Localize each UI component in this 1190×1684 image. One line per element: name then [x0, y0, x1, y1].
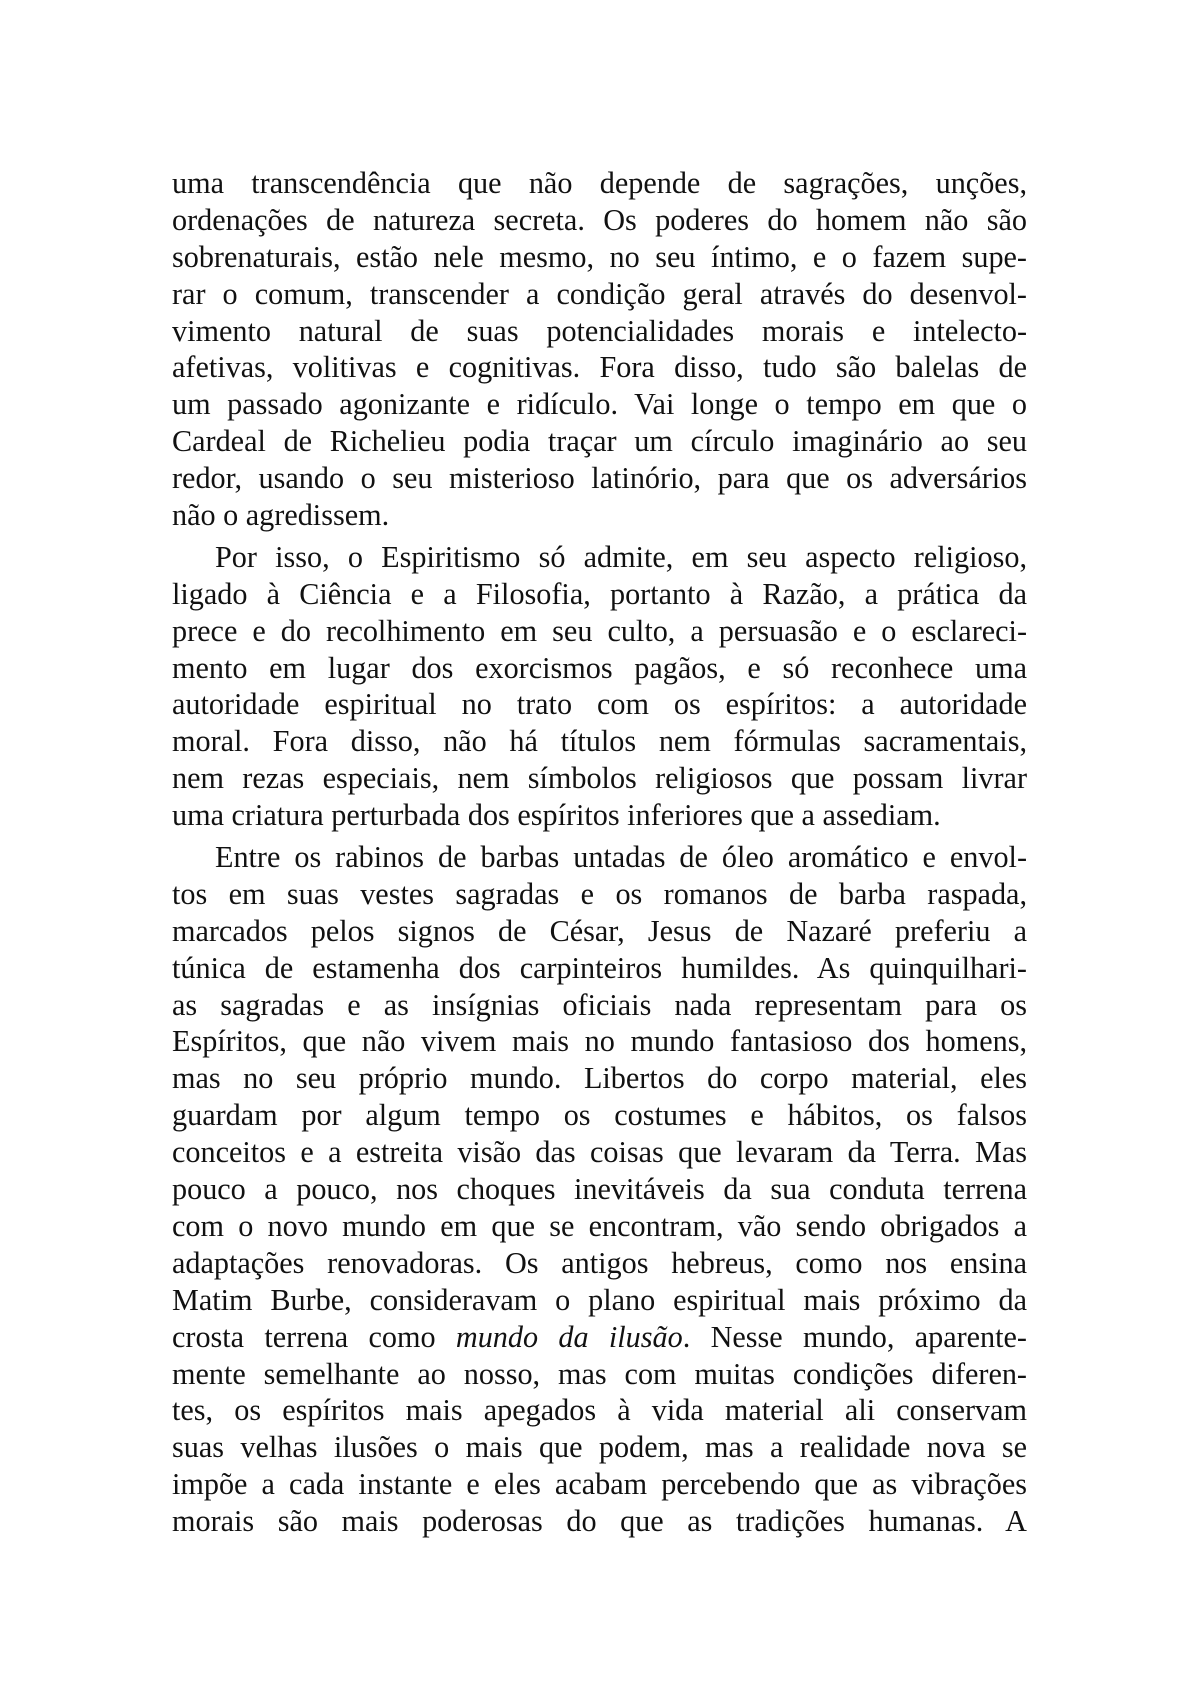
text-line: Cardeal de Richelieu podia traçar um círculo imaginário ao seu [172, 424, 1027, 459]
text-line: rar o comum, transcender a condição geral através do desenvol- [172, 276, 1027, 311]
text-line: não o agredissem. [172, 498, 390, 533]
text-line: adaptações renovadoras. Os antigos hebreus, como nos ensina [172, 1245, 1027, 1280]
text-line: moral. Fora disso, não há títulos nem fórmulas sacramentais, [172, 724, 1027, 759]
text-line: Entre os rabinos de barbas untadas de óleo aromático e envol- [215, 840, 1027, 875]
text-line: mente semelhante ao nosso, mas com muitas condições diferen- [172, 1356, 1027, 1391]
text-line: sobrenaturais, estão nele mesmo, no seu íntimo, e o fazem supe- [172, 239, 1027, 274]
text-line: afetivas, volitivas e cognitivas. Fora disso, tudo são balelas de [172, 350, 1027, 385]
italic-term: mundo da ilusão [455, 1319, 683, 1354]
text-line: autoridade espiritual no trato com os espíritos: a autoridade [172, 687, 1027, 722]
text-line: tos em suas vestes sagradas e os romanos de barba raspada, [172, 876, 1027, 911]
text-line: mas no seu próprio mundo. Libertos do corpo material, eles [172, 1061, 1027, 1096]
text-line: suas velhas ilusões o mais que podem, mas a realidade nova se [172, 1430, 1027, 1465]
text-line: um passado agonizante e ridículo. Vai longe o tempo em que o [172, 387, 1027, 422]
text-line: Por isso, o Espiritismo só admite, em seu aspecto religioso, [215, 539, 1027, 574]
paragraph-2 [172, 539, 1027, 834]
text-line: mento em lugar dos exorcismos pagãos, e só reconhece uma [172, 650, 1027, 685]
text-line: tes, os espíritos mais apegados à vida material ali conservam [172, 1393, 1027, 1428]
text-line: impõe a cada instante e eles acabam percebendo que as vibrações [172, 1467, 1027, 1502]
text-line: uma criatura perturbada dos espíritos inferiores que a assediam. [172, 798, 941, 833]
text-line: prece e do recolhimento em seu culto, a persuasão e o esclareci- [172, 613, 1027, 648]
text-line: Espíritos, que não vivem mais no mundo fantasioso dos homens, [172, 1024, 1027, 1059]
text-segment: crosta terrena como [172, 1319, 456, 1354]
text-line: uma transcendência que não depende de sagrações, unções, [172, 166, 1027, 200]
text-line: redor, usando o seu misterioso latinório, para que os adversários [172, 461, 1027, 496]
text-line: conceitos e a estreita visão das coisas que levaram da Terra. Mas [172, 1135, 1027, 1170]
page-text [172, 165, 1027, 1540]
paragraph-3 [172, 839, 1027, 1540]
text-line: morais são mais poderosas do que as tradições humanas. A [172, 1504, 1027, 1539]
paragraph-1 [172, 165, 1027, 534]
text-line: nem rezas especiais, nem símbolos religiosos que possam livrar [172, 761, 1027, 796]
text-line: as sagradas e as insígnias oficiais nada representam para os [172, 987, 1027, 1022]
text-segment: . Nesse mundo, aparente- [682, 1319, 1027, 1354]
text-line: túnica de estamenha dos carpinteiros humildes. As quinquilhari- [172, 950, 1027, 985]
text-line: guardam por algum tempo os costumes e hábitos, os falsos [172, 1098, 1027, 1133]
text-line: ligado à Ciência e a Filosofia, portanto à Razão, a prática da [172, 576, 1027, 611]
text-line-with-italic [172, 1319, 1027, 1356]
text-line: com o novo mundo em que se encontram, vão sendo obrigados a [172, 1208, 1027, 1243]
text-line: Matim Burbe, consideravam o plano espiritual mais próximo da [172, 1282, 1027, 1317]
text-line: vimento natural de suas potencialidades morais e intelecto- [172, 313, 1027, 348]
text-line: pouco a pouco, nos choques inevitáveis da sua conduta terrena [172, 1172, 1027, 1207]
text-line: marcados pelos signos de César, Jesus de Nazaré preferiu a [172, 913, 1027, 948]
text-line: ordenações de natureza secreta. Os poderes do homem não são [172, 202, 1027, 237]
